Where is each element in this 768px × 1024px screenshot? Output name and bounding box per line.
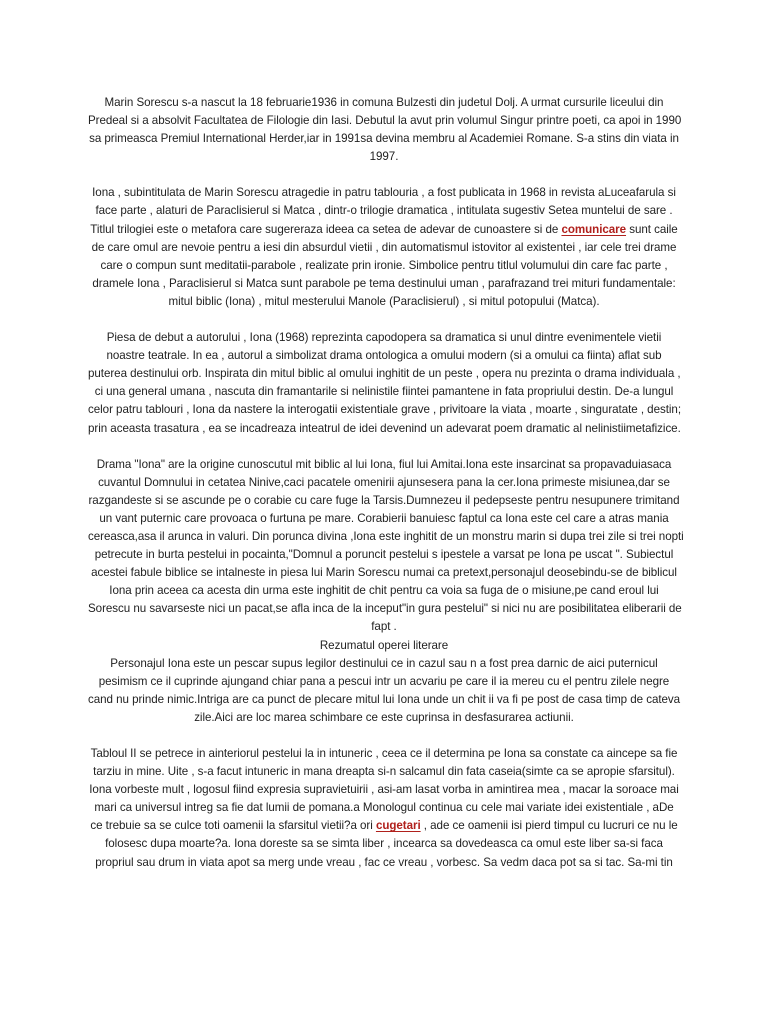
paragraph-trilogy (88, 184, 680, 311)
text-segment: Titlul trilogiei este o metafora care sugereraza ideea ca setea de adevar de cunoastere si de (90, 222, 562, 236)
text-line: razgandeste si se ascunde pe o corabie cu care fuge la Tarsis.Dumnezeu il pedepseste pentru nesupunere trimitand (88, 493, 680, 507)
text-line: 1997. (369, 150, 399, 164)
text-line: sa primeasca Premiul International Herder,iar in 1991sa devina membru al Academiei Romane. S-a stins din viata in (89, 132, 679, 146)
text-line: Marin Sorescu s-a nascut la 18 februarie1936 in comuna Bulzesti din judetul Dolj. A urmat cursurile liceului din (104, 96, 664, 109)
paragraph-debut (88, 329, 680, 438)
keyword-link-comunicare[interactable]: comunicare (561, 222, 627, 236)
paragraph-tablou-ii (88, 745, 680, 872)
text-line: puterea destinului orb. Inspirata din mitul biblic al omului inghitit de un peste , opera nu prezinta o drama individuala , (88, 367, 681, 381)
text-segment: ce trebuie sa se culce toti oamenii la sfarsitul vietii?a ori (90, 819, 376, 833)
text-line: tarziu in mine. Uite , s-a facut intuneric in mana dreapta si-n salcamul din fata caseia(simte ca se apropie sfarsitul). (93, 765, 675, 779)
text-line: Drama "Iona" are la origine cunoscutul mit biblic al lui Iona, fiul lui Amitai.Iona este insarcinat sa propavaduiasaca (96, 457, 672, 471)
text-line: propriul sau drum in viata apot sa merg unde vreau , fac ce vreau , vorbesc. Sa vedm daca pot sa si tac. Sa-mi tin (95, 855, 673, 869)
text-line: prin aceasta trasatura , ea se incadreaza inteatrul de idei devenind un adevarat poem dramatic al nelinistiimetafizice. (88, 421, 681, 435)
text-line: cand nu prinde nimic.Intriga are ca punct de plecare mitul lui Iona unde un chit ii va fi pe post de casa timp de cateva (88, 692, 681, 706)
keyword-link-cugetari[interactable]: cugetari (375, 819, 421, 833)
text-line: Iona vorbeste mult , logosul fiind expresia supravietuirii , asi-am lasat vorba in amintirea mea , macar la soroace mai (89, 783, 679, 797)
text-line: cereasca,asa il arunca in valuri. Din porunca divina ,Iona este inghitit de un monstru marin si dupa trei zile si trei nopti (88, 529, 684, 543)
text-line: Predeal si a absolvit Facultatea de Filologie din Iasi. Debutul la avut prin volumul Singur printre poeti, ca apoi in 1990 (88, 114, 682, 128)
text-line: celor patru tablouri , Iona da nastere la interogatii existentiale grave , privitoare la viata , moarte , singuratate , destin; (88, 403, 681, 417)
text-line: care o compun sunt meditatii-parabole , realizate prin ironie. Simbolice pentru titlul volumului din care fac parte , (100, 258, 668, 272)
text-line: Tabloul II se petrece in ainteriorul pestelui la in intuneric , ceea ce il determina pe Iona sa constate ca aincepe sa fie (90, 747, 678, 760)
section-heading: Rezumatul operei literare (319, 638, 449, 652)
text-line: cuvantul Domnului in cetatea Ninive,caci pacatele omenirii ajunsesera pana la cer.Iona primeste misiunea,dar se (98, 475, 670, 489)
text-segment: sunt caile (626, 222, 678, 236)
text-line (88, 221, 680, 239)
text-line: petrecute in burta pestelui in pocainta,"Domnul a poruncit pestelui s ipestele a varsat pe Iona pe uscat ". Subiectul (94, 548, 674, 562)
text-line (88, 817, 680, 835)
text-line: fapt . (371, 620, 397, 634)
text-line: face parte , alaturi de Paraclisierul si Matca , dintr-o trilogie dramatica , intitulata sugestiv Setea muntelui de sare . (95, 204, 673, 218)
text-line: Iona prin aceea ca acesta din urma este inghitit de chit pentru ca voia sa fuga de o misiune,pe cand eroul lui (109, 584, 659, 598)
text-line: Piesa de debut a autorului , Iona (1968) reprezinta capodopera sa dramatica si unul dintre evenimentele vietii (106, 331, 662, 345)
text-line: folosesc dupa moarte?a. Iona doreste sa se simta liber , incearca sa dovedeasca ca omul este liber sa-si faca (105, 837, 663, 851)
text-line: de care omul are nevoie pentru a iesi din absurdul vietii , din automatismul istovitor al existentei , iar cele trei drame (91, 240, 677, 254)
text-line: Sorescu nu savarseste nici un pacat,se afla inca de la inceput"in gura pestelui" si nici nu are posibilitatea eliberarii de (88, 602, 682, 616)
text-line: Personajul Iona este un pescar supus legilor destinului ce in cazul sau n a fost prea darnic de aici puternicul (110, 656, 658, 670)
text-line: mari ca universul intreg sa fie dat lumii de pomana.a Monologul continua cu cele mai variate idei existentiale , aDe (94, 801, 674, 815)
text-line: mitul biblic (Iona) , mitul mesterului Manole (Paraclisierul) , si mitul potopului (Matca). (168, 294, 600, 308)
paragraph-biography (88, 94, 680, 166)
text-line: noastre teatrale. In ea , autorul a simbolizat drama ontologica a omului modern (si a omului ca fiinta) aflat sub (106, 349, 662, 363)
text-line: un vant puternic care provoaca o furtuna pe mare. Corabierii banuiesc faptul ca Iona este cel care a atras mania (99, 511, 669, 525)
text-segment: , ade ce oamenii isi pierd timpul cu lucruri ce nu le (420, 819, 678, 833)
text-line: zile.Aici are loc marea schimbare ce este cuprinsa in desfasurarea actiunii. (194, 710, 574, 724)
text-line: acestei fabule biblice se intalneste in piesa lui Marin Sorescu numai ca pretext,personajul deosebindu-se de biblicul (91, 566, 677, 580)
paragraph-myth (88, 456, 684, 727)
text-line: dramele Iona , Paraclisierul si Matca sunt parabole pe tema destinului uman , parafrazand trei mituri fundamentale: (92, 276, 676, 290)
text-line: ci una general umana , nascuta din framantarile si nelinistile fiintei pamantene in fata propriului destin. De-a lungul (94, 385, 674, 399)
document-page (88, 94, 684, 872)
text-line: pesimism ce il cuprinde ajungand chiar pana a pescui intr un acvariu pe care il ia mereu cu el pentru zilele negre (98, 674, 670, 688)
text-line: Iona , subintitulata de Marin Sorescu atragedie in patru tablouria , a fost publicata in 1968 in revista aLuceafarula si (92, 186, 676, 200)
